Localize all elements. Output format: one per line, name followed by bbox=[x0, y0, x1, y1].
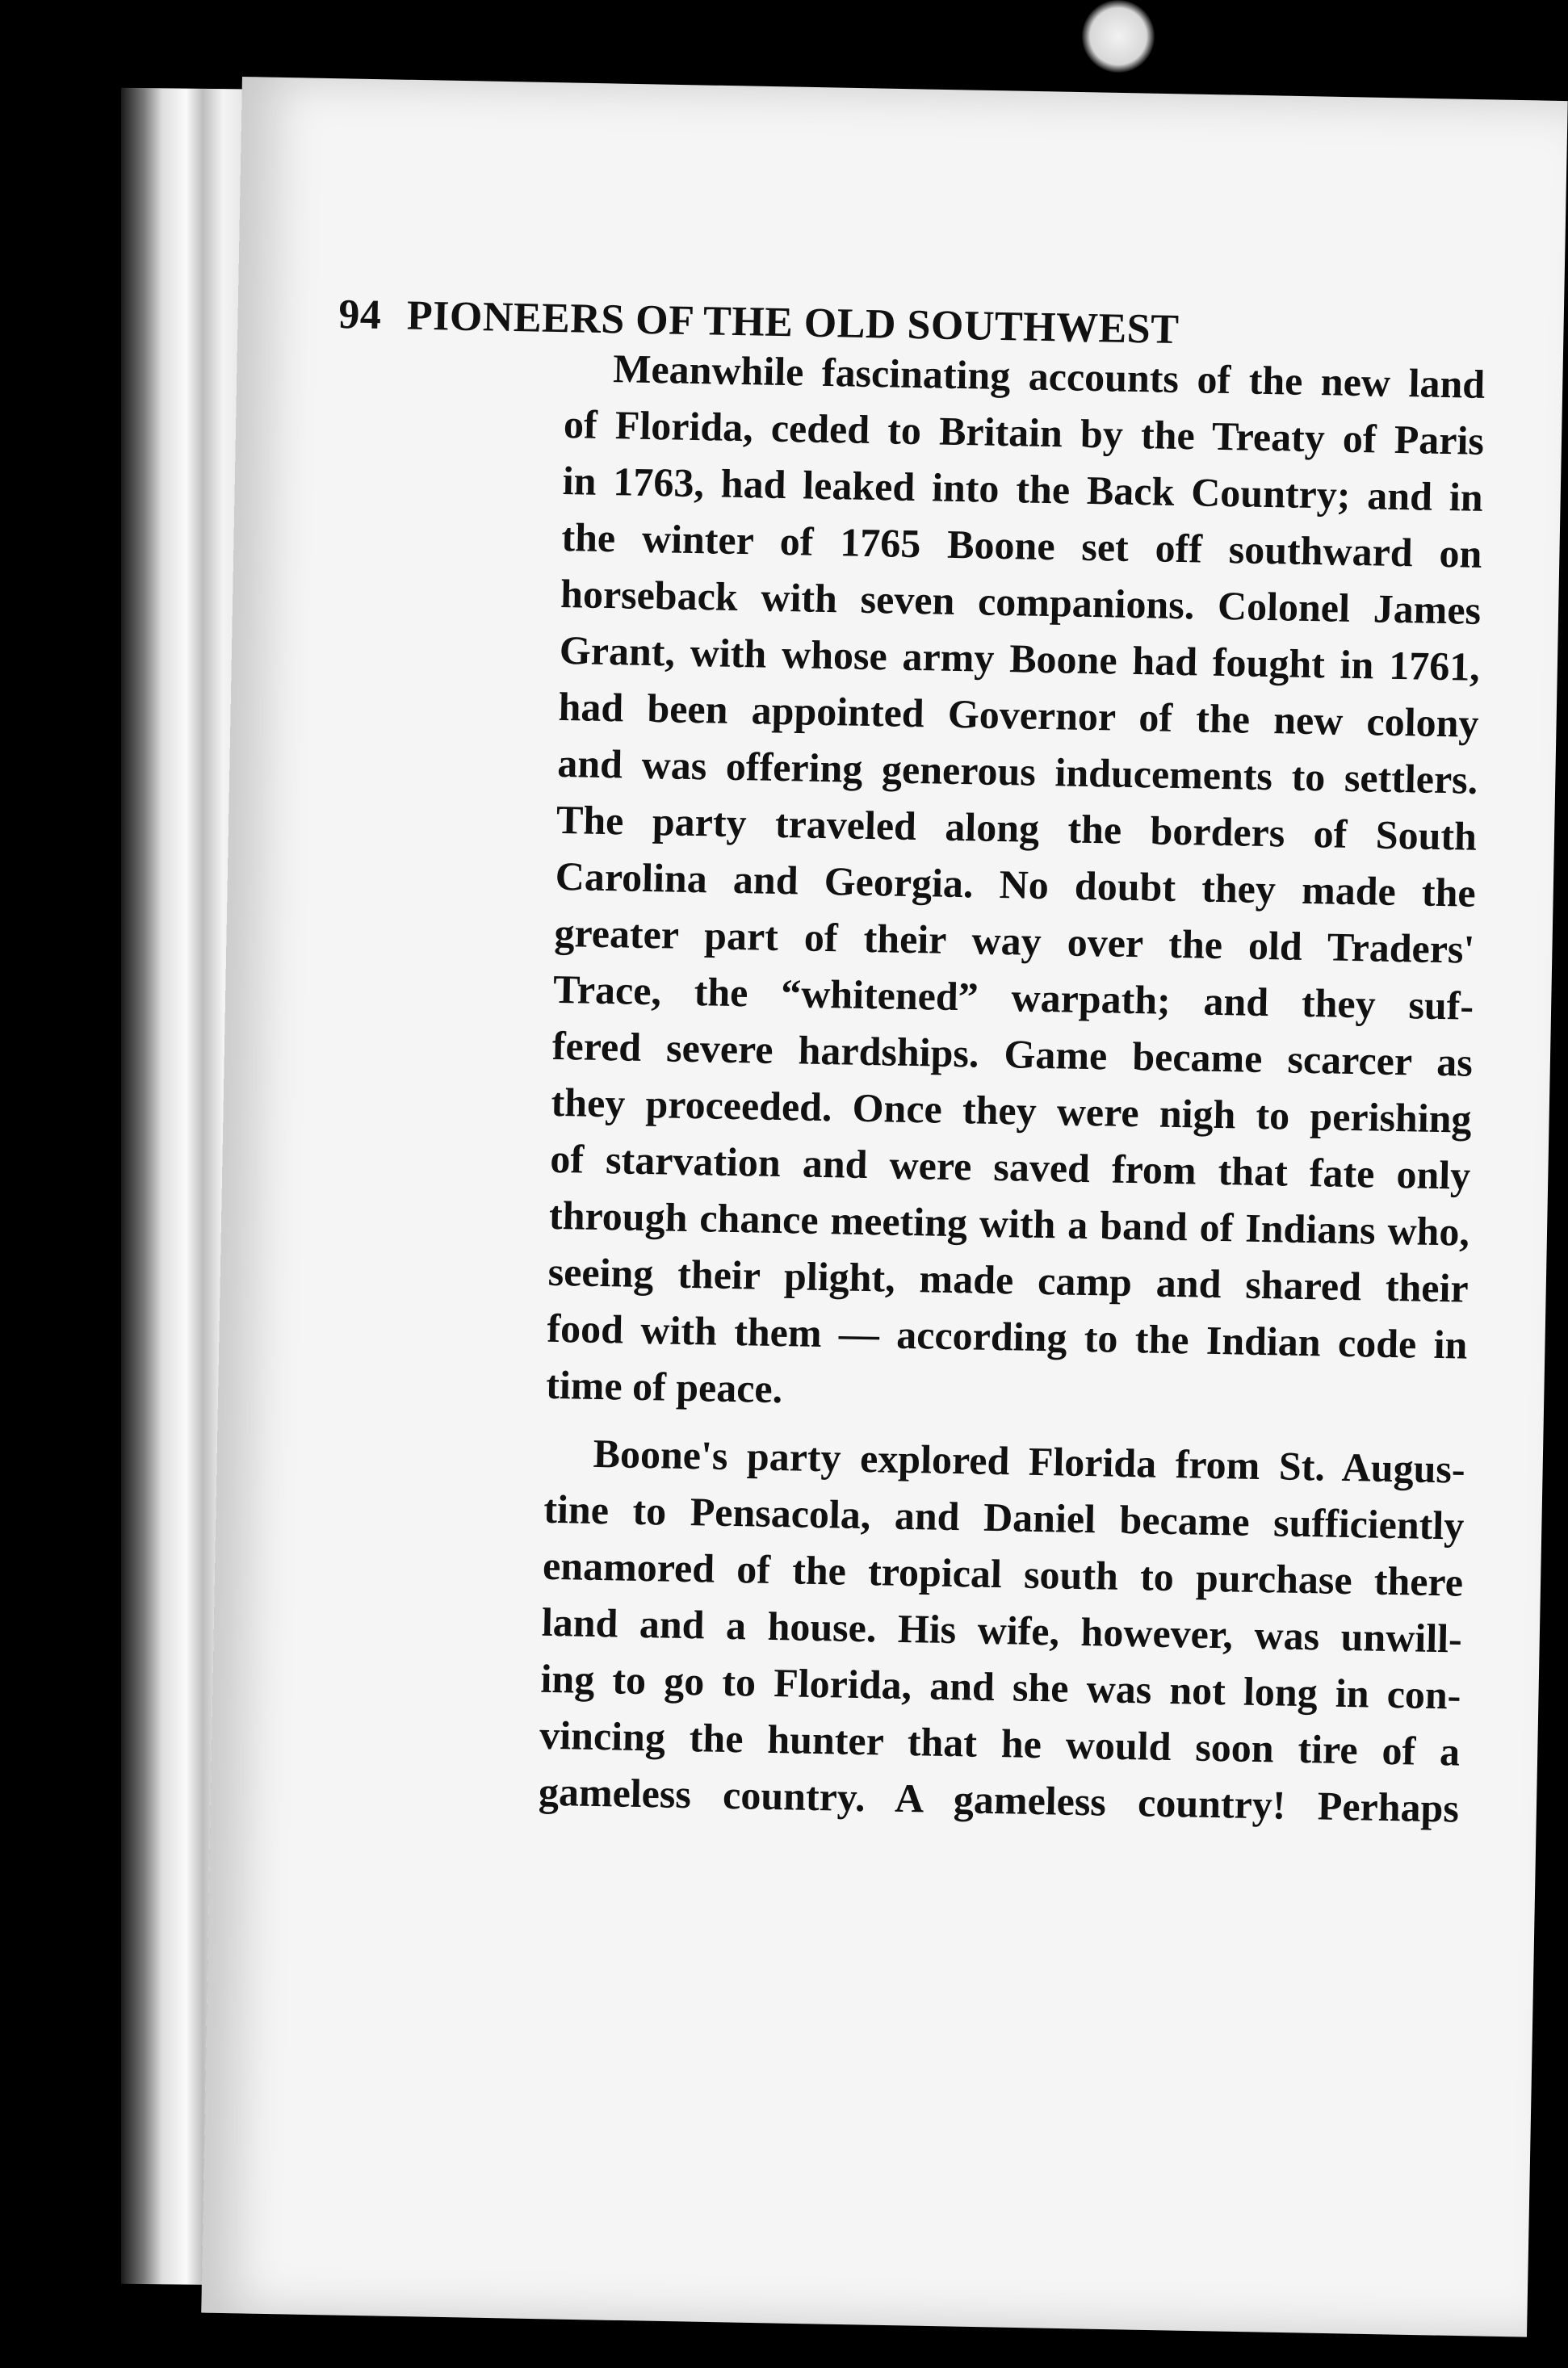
text-line: food with them — according to the Indian code in bbox=[547, 1305, 1468, 1368]
text-line: enamored of the tropical south to purchase there bbox=[542, 1542, 1464, 1605]
text-line: Meanwhile fascinating accounts of the new land bbox=[612, 346, 1486, 407]
text-line: seeing their plight, made camp and shared their bbox=[547, 1248, 1469, 1311]
text-line: horseback with seven companions. Colonel James bbox=[560, 570, 1482, 633]
text-line: and was offering generous inducements to settlers. bbox=[556, 740, 1478, 803]
text-line: had been appointed Governor of the new colony bbox=[558, 683, 1479, 746]
text-line: Boone's party explored Florida from St. Augus- bbox=[593, 1430, 1466, 1492]
text-line: in 1763, had leaked into the Back Country; and in bbox=[562, 457, 1484, 520]
text-line: they proceeded. Once they were nigh to perishing bbox=[551, 1079, 1473, 1142]
running-head-title: PIONEERS OF THE OLD SOUTHWEST bbox=[406, 292, 1180, 354]
text-line: tine to Pensacola, and Daniel became sufficiently bbox=[543, 1486, 1465, 1549]
paragraph-1 bbox=[546, 339, 1486, 1430]
scan-blemish bbox=[1082, 0, 1155, 73]
text-line: Carolina and Georgia. No doubt they made the bbox=[555, 853, 1477, 916]
text-line: greater part of their way over the old Traders' bbox=[554, 909, 1475, 972]
text-line: ing to go to Florida, and she was not long in con- bbox=[540, 1655, 1461, 1718]
text-line: land and a house. His wife, however, was unwill- bbox=[541, 1599, 1463, 1662]
text-line: The party traveled along the borders of South bbox=[556, 796, 1478, 859]
text-line: gameless country. A gameless country! Perhaps bbox=[538, 1768, 1460, 1831]
text-line: the winter of 1765 Boone set off southward on bbox=[560, 513, 1482, 576]
text-line: Grant, with whose army Boone had fought in 1761, bbox=[559, 627, 1481, 689]
text-line: of starvation and were saved from that fate only bbox=[549, 1135, 1471, 1198]
page-number: 94 bbox=[337, 291, 382, 338]
body-text bbox=[538, 339, 1486, 1848]
text-line: vincing the hunter that he would soon tire of a bbox=[539, 1712, 1461, 1775]
text-line: Trace, the “whitened” warpath; and they suf- bbox=[552, 966, 1474, 1029]
text-line: fered severe hardships. Game became scarcer as bbox=[551, 1022, 1474, 1085]
text-line: through chance meeting with a band of Indians who, bbox=[548, 1192, 1470, 1255]
text-line: of Florida, ceded to Britain by the Treaty of Paris bbox=[563, 400, 1485, 463]
text-line: time of peace. bbox=[545, 1361, 783, 1412]
paragraph-2 bbox=[538, 1424, 1465, 1837]
